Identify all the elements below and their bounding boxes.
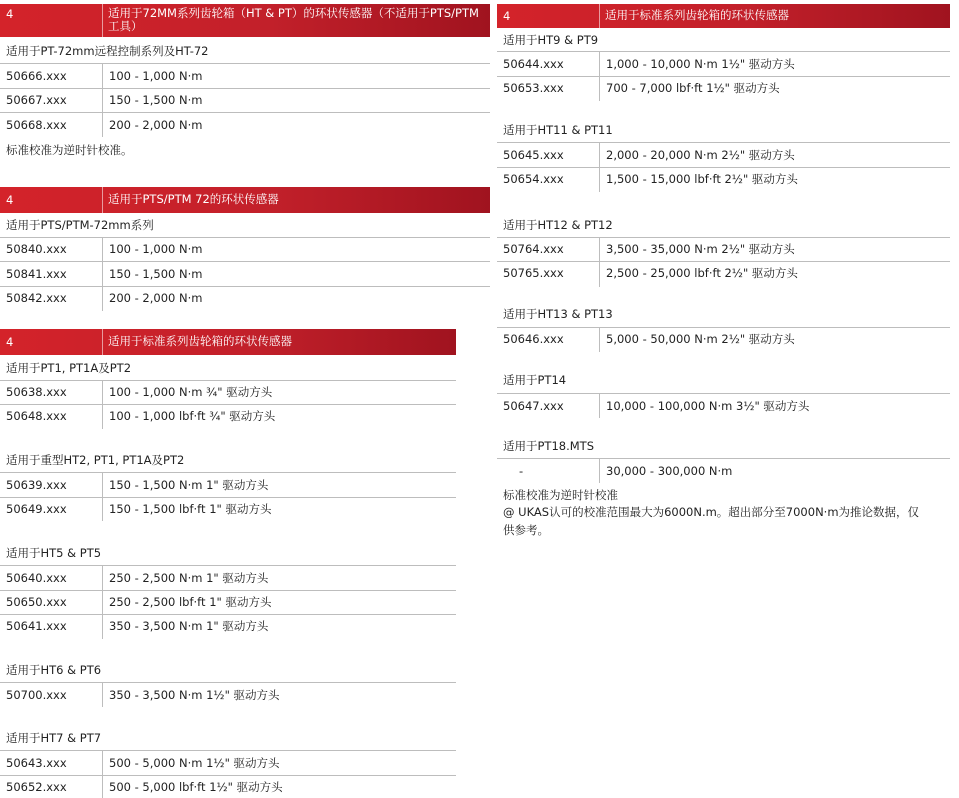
group-label: 适用于HT13 & PT13 [503,307,613,321]
torque-range: 2,000 - 20,000 N·m 2½" 驱动方头 [606,148,795,162]
torque-range: 100 - 1,000 N·m ¾" 驱动方头 [109,385,273,399]
product-code: 50653.xxx [503,81,564,95]
torque-range: 100 - 1,000 N·m [109,242,203,256]
product-code: 50765.xxx [503,266,564,280]
group-label: 适用于PT-72mm远程控制系列及HT-72 [6,44,209,58]
product-code: 50644.xxx [503,57,564,71]
product-code: 50841.xxx [6,267,67,281]
torque-range: 100 - 1,000 lbf·ft ¾" 驱动方头 [109,409,276,423]
row-divider [0,682,456,683]
row-divider [497,393,950,394]
product-code: 50667.xxx [6,93,67,107]
product-code: 50641.xxx [6,619,67,633]
column-divider [102,63,103,137]
row-divider [0,775,456,776]
torque-range: 1,500 - 15,000 lbf·ft 2½" 驱动方头 [606,172,798,186]
group-label: 适用于HT5 & PT5 [6,546,102,560]
torque-range: 5,000 - 50,000 N·m 2½" 驱动方头 [606,332,795,346]
section-header [497,4,950,28]
header-divider [102,329,103,355]
torque-range: 100 - 1,000 N·m [109,69,203,83]
group-label: 适用于HT9 & PT9 [503,33,599,47]
product-code: 50840.xxx [6,242,67,256]
product-code: 50640.xxx [6,571,67,585]
section-header [0,329,456,355]
row-divider [0,237,490,238]
row-divider [0,88,490,89]
product-code: 50639.xxx [6,478,67,492]
torque-range: 250 - 2,500 N·m 1" 驱动方头 [109,571,269,585]
product-code: 50647.xxx [503,399,564,413]
column-divider [102,750,103,798]
torque-range: 350 - 3,500 N·m 1" 驱动方头 [109,619,269,633]
torque-range: 150 - 1,500 N·m [109,267,203,281]
torque-range: 150 - 1,500 N·m 1" 驱动方头 [109,478,269,492]
section-number: 4 [503,9,511,23]
torque-range: 200 - 2,000 N·m [109,291,203,305]
ukas-note-continued: 供参考。 [503,523,549,537]
row-divider [0,112,490,113]
row-divider [0,63,490,64]
row-divider [497,167,950,168]
header-divider [599,4,600,28]
product-code: 50666.xxx [6,69,67,83]
group-label: 适用于HT7 & PT7 [6,731,102,745]
group-label: 适用于HT12 & PT12 [503,218,613,232]
row-divider [497,327,950,328]
product-code: 50668.xxx [6,118,67,132]
column-divider [102,682,103,707]
section-header [0,4,490,37]
ukas-note: @ UKAS认可的校准范围最大为6000N.m。超出部分至7000N·m为推论数据，仅 [503,505,920,519]
torque-range: 150 - 1,500 lbf·ft 1" 驱动方头 [109,502,272,516]
torque-range: 3,500 - 35,000 N·m 2½" 驱动方头 [606,242,795,256]
row-divider [0,565,456,566]
product-code: 50638.xxx [6,385,67,399]
torque-range: 250 - 2,500 lbf·ft 1" 驱动方头 [109,595,272,609]
row-divider [497,76,950,77]
row-divider [0,404,456,405]
column-divider [102,237,103,311]
section-header [0,187,490,213]
column-divider [599,237,600,287]
row-divider [0,590,456,591]
section-number: 4 [6,193,14,207]
product-code: 50654.xxx [503,172,564,186]
group-label: 适用于PT18.MTS [503,439,594,453]
row-divider [497,51,950,52]
torque-range: 10,000 - 100,000 N·m 3½" 驱动方头 [606,399,810,413]
row-divider [0,614,456,615]
calibration-note: 标准校准为逆时针校准 [503,488,618,502]
row-divider [0,261,490,262]
product-code: 50643.xxx [6,756,67,770]
product-code: 50652.xxx [6,780,67,794]
section-number: 4 [6,7,14,21]
torque-range: 500 - 5,000 N·m 1½" 驱动方头 [109,756,280,770]
row-divider [497,237,950,238]
product-code: 50650.xxx [6,595,67,609]
calibration-note: 标准校准为逆时针校准。 [6,143,133,157]
group-label: 适用于PT14 [503,373,567,387]
section-title: 适用于72MM系列齿轮箱（HT & PT）的环状传感器（不适用于PTS/PTM工具） [108,6,479,33]
row-divider [0,472,456,473]
torque-range: 500 - 5,000 lbf·ft 1½" 驱动方头 [109,780,283,794]
product-code: 50646.xxx [503,332,564,346]
torque-range: 350 - 3,500 N·m 1½" 驱动方头 [109,688,280,702]
section-title: 适用于PTS/PTM 72的环状传感器 [108,192,279,206]
product-code: 50645.xxx [503,148,564,162]
group-label: 适用于HT11 & PT11 [503,123,613,137]
column-divider [599,393,600,418]
product-code: 50842.xxx [6,291,67,305]
column-divider [102,565,103,639]
row-divider [0,497,456,498]
torque-range: 150 - 1,500 N·m [109,93,203,107]
section-title: 适用于标准系列齿轮箱的环状传感器 [108,334,292,348]
row-divider [497,261,950,262]
torque-range: 700 - 7,000 lbf·ft 1½" 驱动方头 [606,81,780,95]
torque-range: 30,000 - 300,000 N·m [606,464,733,478]
torque-range: 1,000 - 10,000 N·m 1½" 驱动方头 [606,57,795,71]
product-code: 50648.xxx [6,409,67,423]
row-divider [0,286,490,287]
row-divider [0,380,456,381]
header-divider [102,4,103,37]
column-divider [599,327,600,352]
section-number: 4 [6,335,14,349]
group-label: 适用于重型HT2, PT1, PT1A及PT2 [6,453,185,467]
section-title: 适用于标准系列齿轮箱的环状传感器 [605,8,789,22]
right-column [497,0,950,798]
group-label: 适用于PTS/PTM-72mm系列 [6,218,154,232]
row-divider [0,750,456,751]
row-divider [497,458,950,459]
torque-range: 200 - 2,000 N·m [109,118,203,132]
column-divider [599,458,600,483]
product-code: 50700.xxx [6,688,67,702]
torque-range: 2,500 - 25,000 lbf·ft 2½" 驱动方头 [606,266,798,280]
row-divider [497,142,950,143]
group-label: 适用于HT6 & PT6 [6,663,102,677]
header-divider [102,187,103,213]
product-code: - [519,464,524,478]
product-code: 50649.xxx [6,502,67,516]
product-code: 50764.xxx [503,242,564,256]
group-label: 适用于PT1, PT1A及PT2 [6,361,132,375]
